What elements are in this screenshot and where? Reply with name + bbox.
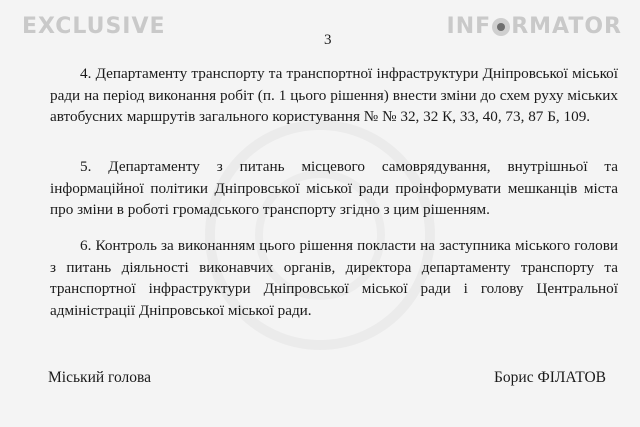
paragraph-6-text: 6. Контроль за виконанням цього рішення покласти на заступника міського голови з питань діяльності виконавчих органів, директора департаменту транспорту та транспортної інфраструктури Дніпровської міської ради і голову Центральної адміністрації Дніпровської міської ради. [50,237,618,319]
signatory-name: Борис ФІЛАТОВ [494,369,606,386]
paragraph-6 [50,235,618,321]
logo-text-end: RMATOR [511,14,622,39]
signatory-position: Міський голова [48,369,152,386]
paragraph-5 [50,156,618,221]
paragraph-4 [50,63,618,128]
informator-logo [447,14,622,39]
eye-icon [492,18,510,36]
page-number: 3 [324,32,332,48]
paragraph-5-text: 5. Департаменту з питань місцевого самоврядування, внутрішньої та інформаційної політики Дніпровської міської ради проінформувати мешканців міста про зміни в роботі громадського транспорту згідно з цим рішенням. [50,158,618,218]
paragraph-4-text: 4. Департаменту транспорту та транспортної інфраструктури Дніпровської міської ради на період виконання робіт (п. 1 цього рішення) внести зміни до схем руху міських автобусних маршрутів загального користування № № 32, 32 К, 33, 40, 73, 87 Б, 109. [50,65,618,125]
logo-text-start: INF [446,14,492,39]
exclusive-label: EXCLUSIVE [22,14,166,39]
